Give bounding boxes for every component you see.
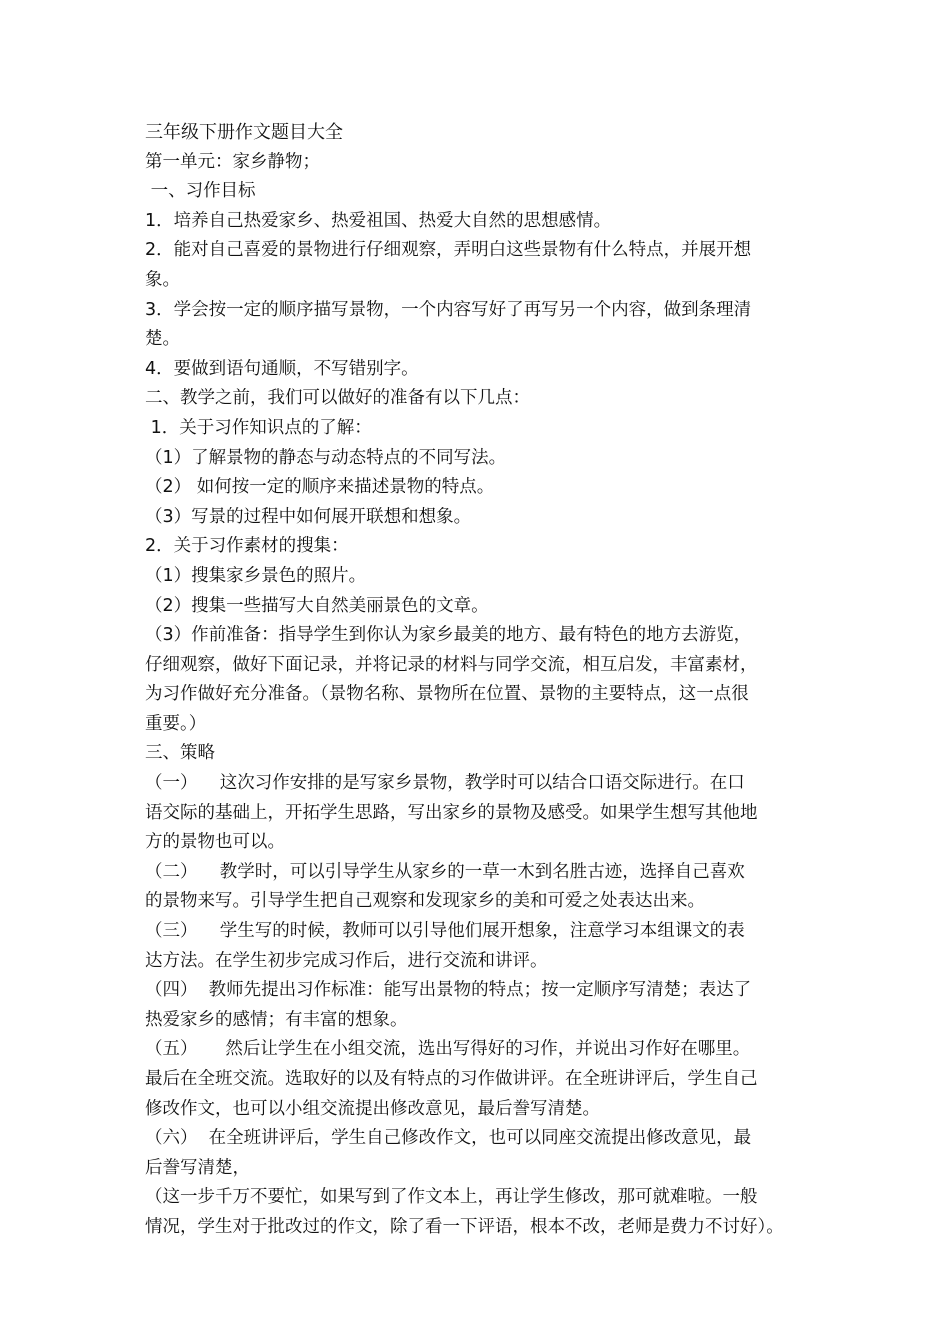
text-line: （一） 这次习作安排的是写家乡景物，教学时可以结合口语交际进行。在口 bbox=[145, 773, 745, 794]
text-line: （三） 学生写的时候，教师可以引导他们展开想象，注意学习本组课文的表 bbox=[145, 921, 745, 942]
text-line: （六） 在全班讲评后，学生自己修改作文，也可以同座交流提出修改意见，最 bbox=[145, 1128, 752, 1149]
text-line: 1．关于习作知识点的了解： bbox=[145, 417, 372, 438]
text-line: （四） 教师先提出习作标准：能写出景物的特点；按一定顺序写清楚；表达了 bbox=[145, 980, 752, 1001]
text-line: 方的景物也可以。 bbox=[145, 832, 285, 853]
text-line: 一、习作目标 bbox=[145, 181, 256, 202]
text-line: 1．培养自己热爱家乡、热爱祖国、热爱大自然的思想感情。 bbox=[145, 210, 612, 231]
text-line: 4．要做到语句通顺，不写错别字。 bbox=[145, 358, 419, 379]
text-line: 象。 bbox=[145, 269, 180, 290]
text-line: 重要。） bbox=[145, 713, 207, 734]
text-line: 二、教学之前，我们可以做好的准备有以下几点： bbox=[145, 388, 530, 409]
text-line: 的景物来写。引导学生把自己观察和发现家乡的美和可爱之处表达出来。 bbox=[145, 891, 705, 912]
text-line: （1）了解景物的静态与动态特点的不同写法。 bbox=[145, 447, 507, 468]
text-line: 达方法。在学生初步完成习作后，进行交流和讲评。 bbox=[145, 950, 548, 971]
document-page bbox=[145, 118, 813, 1243]
text-line: （3）写景的过程中如何展开联想和想象。 bbox=[145, 506, 472, 527]
text-line: （2）搜集一些描写大自然美丽景色的文章。 bbox=[145, 595, 489, 616]
text-line: （二） 教学时，可以引导学生从家乡的一草一木到名胜古迹，选择自己喜欢 bbox=[145, 861, 745, 882]
text-line: 情况，学生对于批改过的作文，除了看一下评语，根本不改，老师是费力不讨好）。 bbox=[145, 1216, 784, 1237]
text-line: （五） 然后让学生在小组交流，选出写得好的习作，并说出习作好在哪里。 bbox=[145, 1039, 751, 1060]
text-line: （1）搜集家乡景色的照片。 bbox=[145, 565, 367, 586]
document-title: 三年级下册作文题目大全 bbox=[145, 122, 343, 143]
text-line: 2．关于习作素材的搜集： bbox=[145, 536, 349, 557]
text-line: （2） 如何按一定的顺序来描述景物的特点。 bbox=[145, 477, 495, 498]
text-line: 为习作做好充分准备。（景物名称、景物所在位置、景物的主要特点，这一点很 bbox=[145, 684, 749, 705]
text-line: 后誊写清楚， bbox=[145, 1157, 250, 1178]
text-line: 2．能对自己喜爱的景物进行仔细观察，弄明白这些景物有什么特点，并展开想 bbox=[145, 240, 752, 261]
text-line: 热爱家乡的感情；有丰富的想象。 bbox=[145, 1009, 408, 1030]
text-line: 仔细观察，做好下面记录，并将记录的材料与同学交流，相互启发，丰富素材， bbox=[145, 654, 758, 675]
text-line: 最后在全班交流。选取好的以及有特点的习作做讲评。在全班讲评后，学生自己 bbox=[145, 1069, 758, 1089]
text-line: 3．学会按一定的顺序描写景物，一个内容写好了再写另一个内容，做到条理清 bbox=[145, 299, 752, 320]
document-body bbox=[145, 148, 813, 1243]
text-line: 楚。 bbox=[145, 329, 180, 350]
text-line: 语交际的基础上，开拓学生思路，写出家乡的景物及感受。如果学生想写其他地 bbox=[145, 802, 758, 823]
text-line: 三、策略 bbox=[145, 743, 215, 764]
text-line: （这一步千万不要忙，如果写到了作文本上，再让学生修改，那可就难啦。一般 bbox=[145, 1187, 758, 1208]
text-line: （3）作前准备：指导学生到你认为家乡最美的地方、最有特色的地方去游览， bbox=[145, 625, 752, 646]
text-line: 第一单元：家乡静物； bbox=[145, 151, 320, 172]
text-line: 修改作文，也可以小组交流提出修改意见，最后誊写清楚。 bbox=[145, 1098, 600, 1119]
